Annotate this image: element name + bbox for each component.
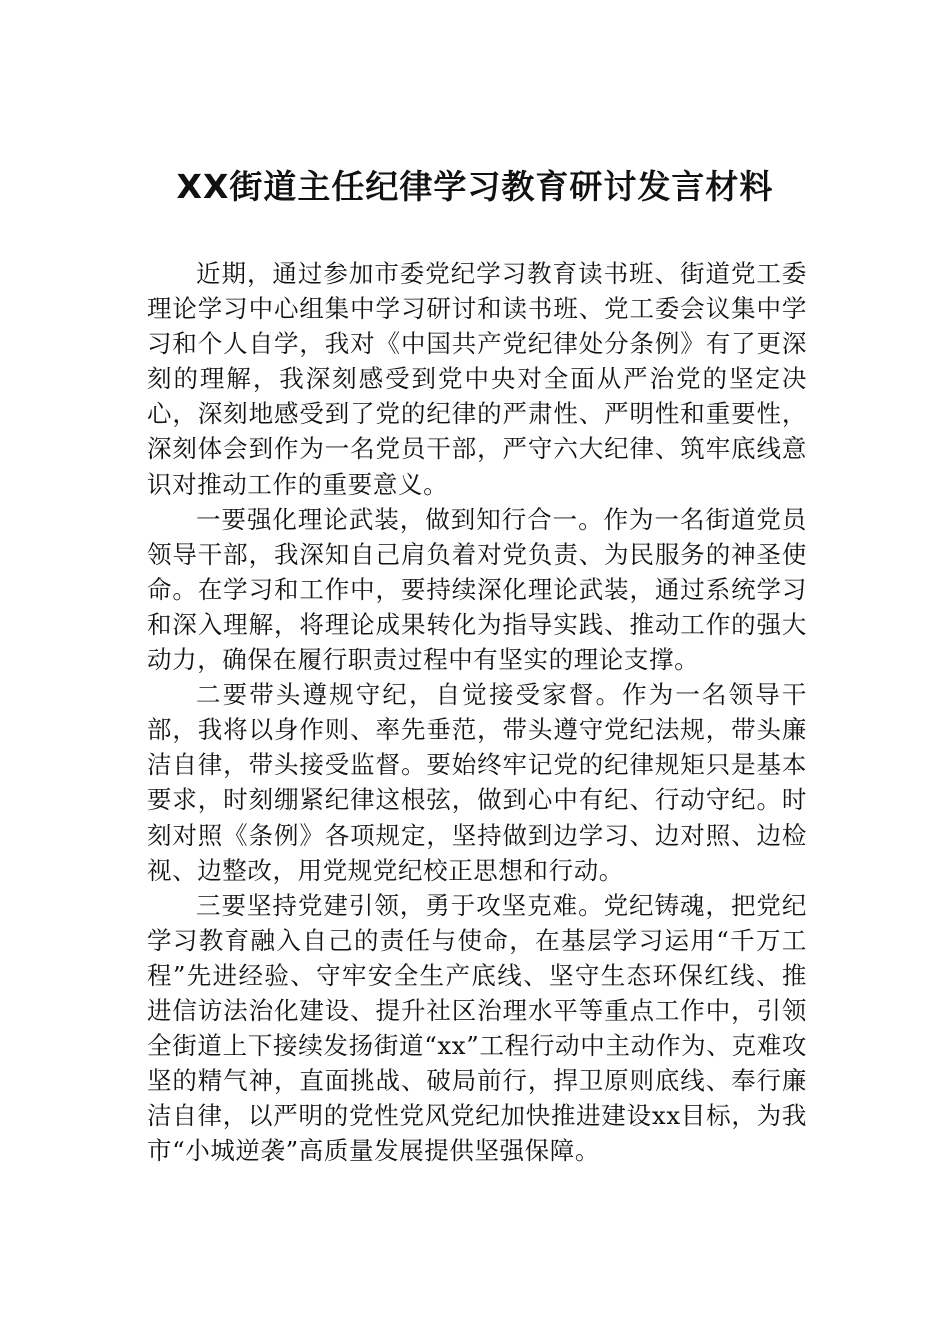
paragraph-point-three: 三要坚持党建引领，勇于攻坚克难。党纪铸魂，把党纪学习教育融入自己的责任与使命，在基层学习运用“千万工程”先进经验、守牢安全生产底线、坚守生态环保红线、推进信访法治化建设、提升社区治理水平等重点工作中，引领全街道上下接续发扬街道“xx”工程行动中主动作为、克难攻坚的精气神，直面挑战、破局前行，捍卫原则底线、奉行廉洁自律，以严明的党性党风党纪加快推进建设xx目标，为我市“小城逆袭”高质量发展提供坚强保障。 [147, 890, 807, 1166]
paragraph-point-one: 一要强化理论武装，做到知行合一。作为一名街道党员领导干部，我深知自己肩负着对党负责、为民服务的神圣使命。在学习和工作中，要持续深化理论武装，通过系统学习和深入理解，将理论成果转化为指导实践、推动工作的强大动力，确保在履行职责过程中有坚实的理论支撑。 [147, 504, 807, 675]
document-body [147, 256, 807, 1168]
paragraph-point-two: 二要带头遵规守纪，自觉接受家督。作为一名领导干部，我将以身作则、率先垂范，带头遵守党纪法规，带头廉洁自律，带头接受监督。要始终牢记党的纪律规矩只是基本要求，时刻绷紧纪律这根弦，做到心中有纪、行动守纪。时刻对照《条例》各项规定，坚持做到边学习、边对照、边检视、边整改，用党规党纪校正思想和行动。 [147, 680, 807, 885]
paragraph-intro: 近期，通过参加市委党纪学习教育读书班、街道党工委理论学习中心组集中学习研讨和读书班、党工委会议集中学习和个人自学，我对《中国共产党纪律处分条例》有了更深刻的理解，我深刻感受到党中央对全面从严治党的坚定决心，深刻地感受到了党的纪律的严肃性、严明性和重要性，深刻体会到作为一名党员干部，严守六大纪律、筑牢底线意识对推动工作的重要意义。 [147, 259, 807, 499]
document-title: XX街道主任纪律学习教育研讨发言材料 [176, 167, 774, 206]
